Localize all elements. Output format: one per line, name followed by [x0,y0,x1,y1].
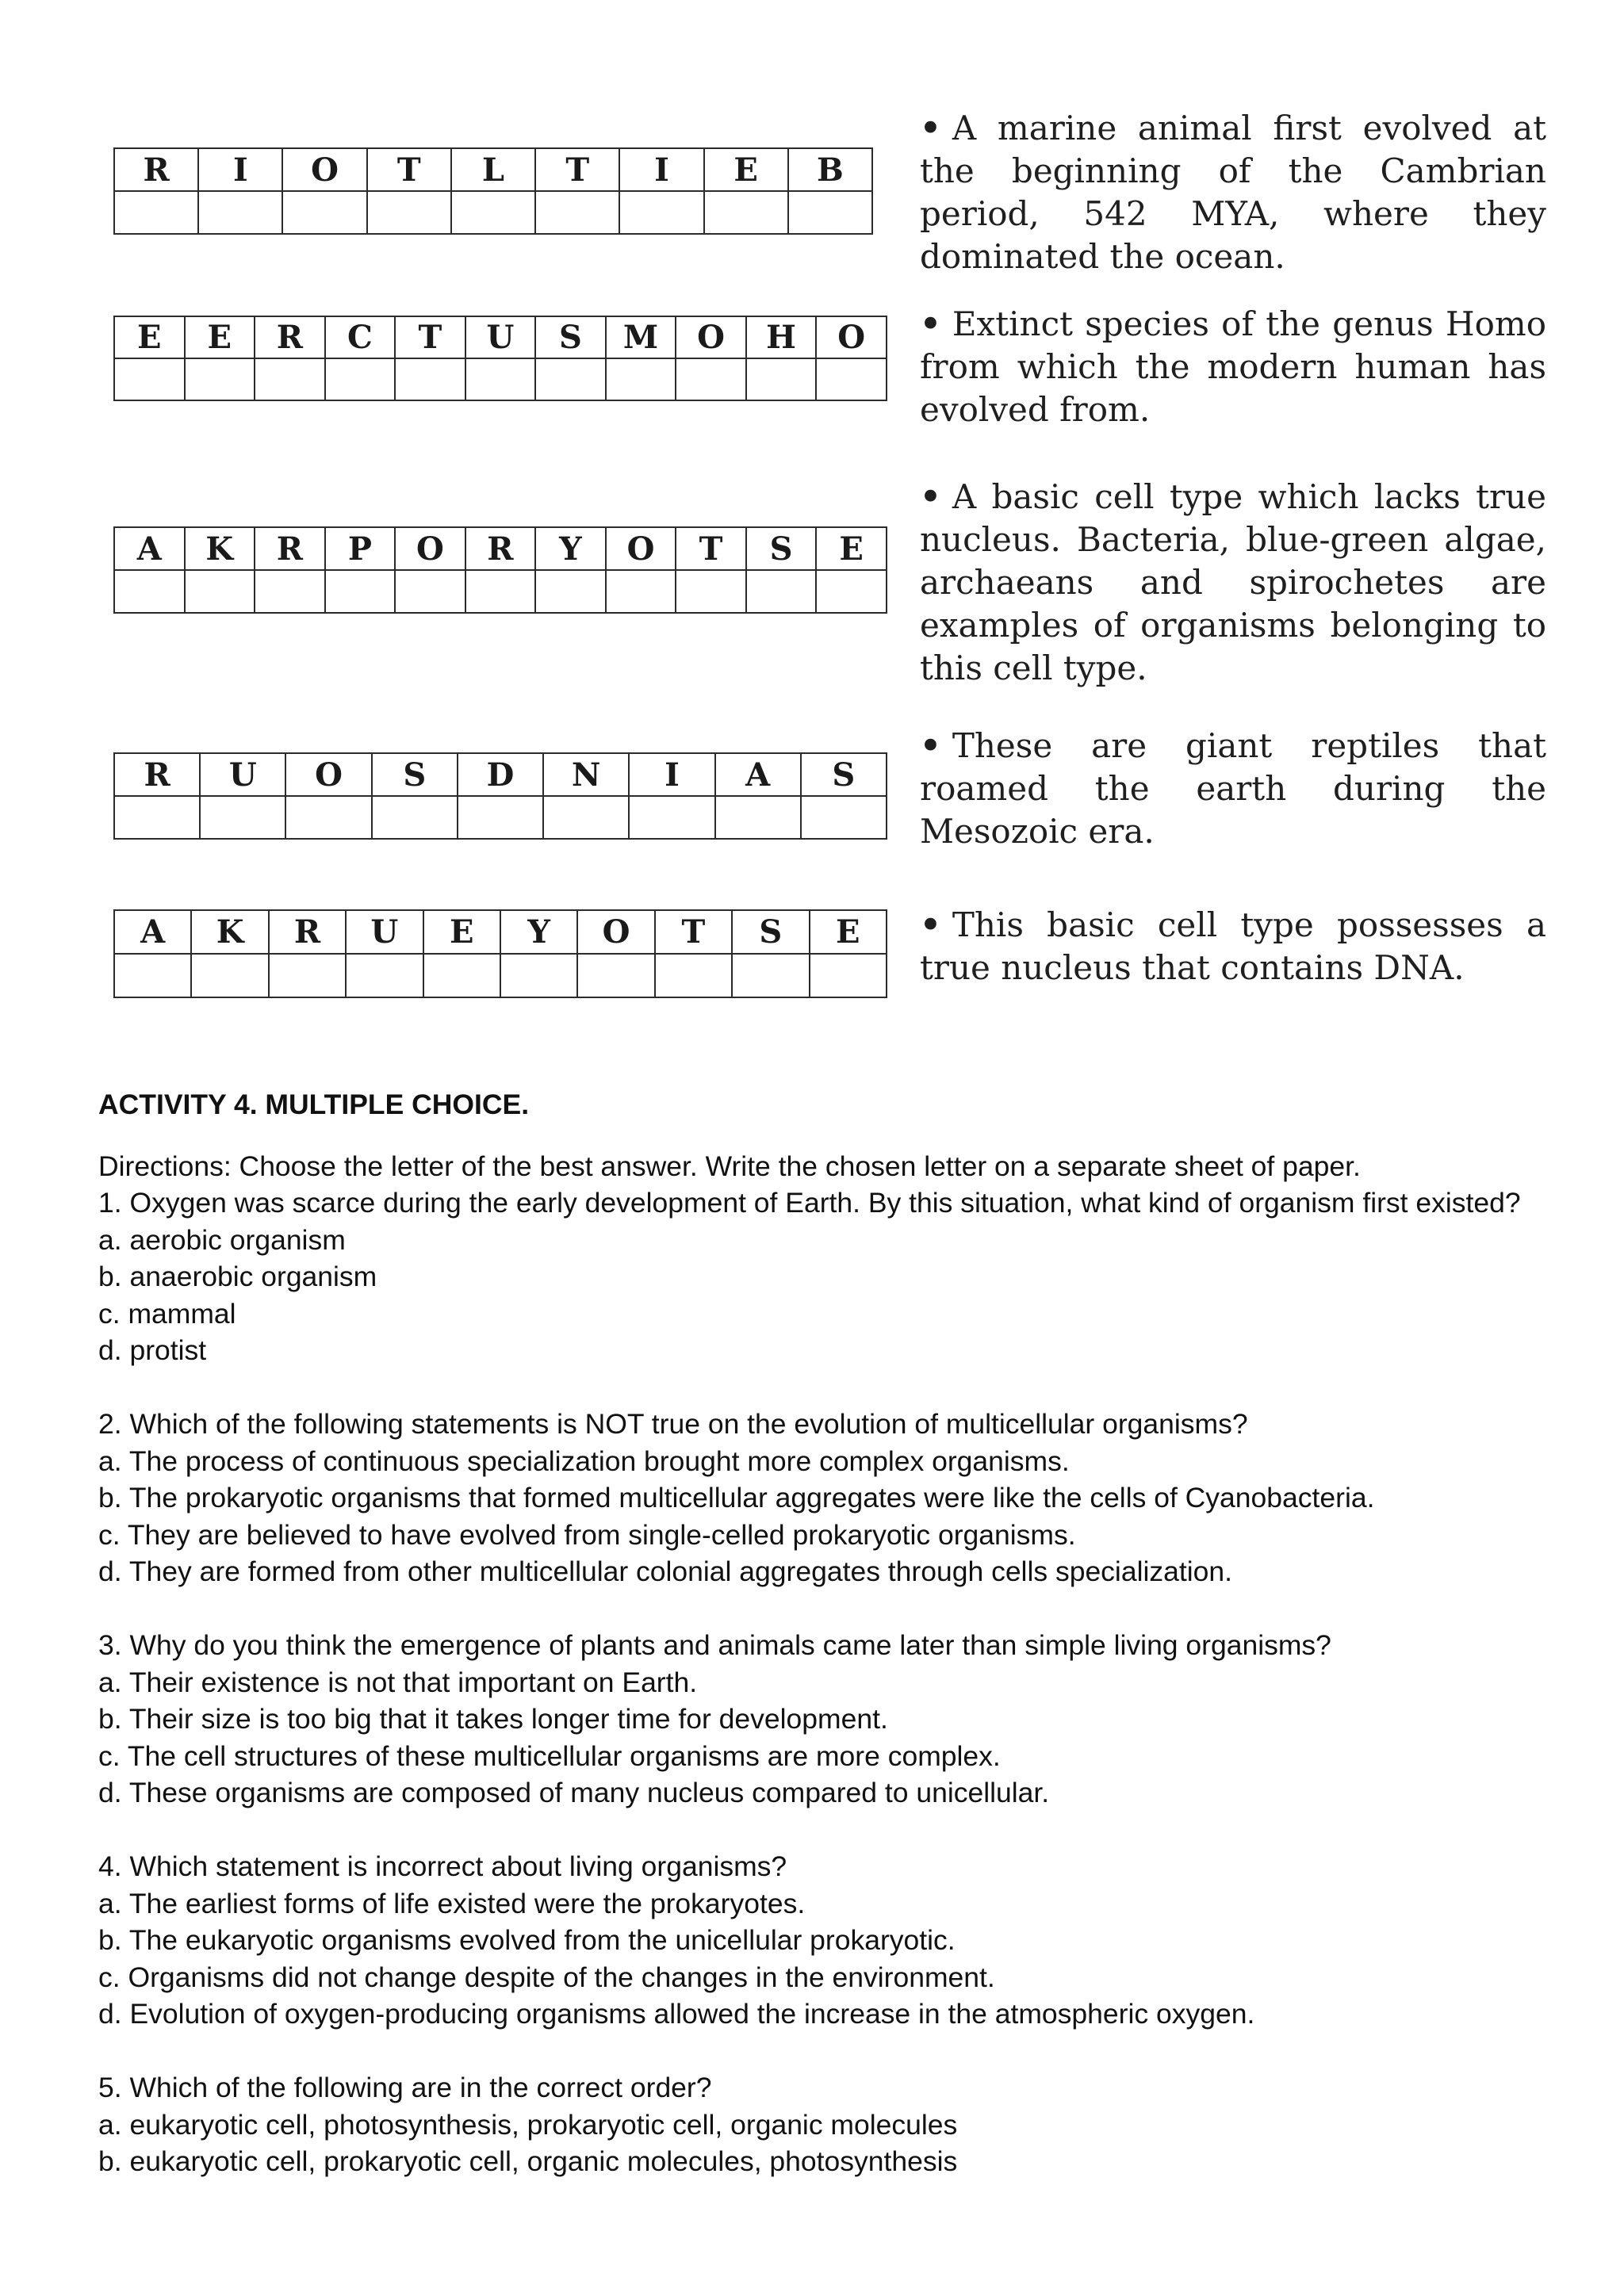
letter-cell: T [367,148,451,191]
bullet: • [920,905,941,944]
letter-cell: I [629,753,714,796]
answer-cell[interactable] [816,570,887,613]
answer-cell[interactable] [372,796,458,839]
answer-cell[interactable] [185,358,255,400]
answer-cell[interactable] [367,191,451,234]
letter-cell: M [606,316,676,358]
answer-cell[interactable] [198,191,282,234]
question-text: 3. Why do you think the emergence of plants and animals came later than simple living organisms? [98,1629,1331,1661]
option: a. aerobic organism [98,1223,346,1256]
letter-cell: A [114,527,185,570]
letter-cell: A [114,910,191,954]
letter-cell: U [346,910,423,954]
answer-cell[interactable] [285,796,371,839]
answer-row [114,570,887,613]
question-text: 5. Which of the following are in the correct order? [98,2072,712,2103]
clue-1 [920,107,1546,278]
letter-cell: R [114,148,198,191]
letter-cell: R [465,527,536,570]
question-1 [98,1184,1557,1369]
answer-cell[interactable] [535,191,619,234]
letter-cell: H [746,316,817,358]
answer-cell[interactable] [346,954,423,997]
question-text: 1. Oxygen was scarce during the early development of Earth. By this situation, what kind of organism first existed? [98,1187,1521,1219]
answer-cell[interactable] [535,570,606,613]
answer-cell[interactable] [465,570,536,613]
option: b. Their size is too big that it takes longer time for development. [98,1703,888,1735]
letter-cell: S [732,910,809,954]
option: a. The earliest forms of life existed were the prokaryotes. [98,1887,806,1919]
answer-cell[interactable] [185,570,255,613]
letter-row [114,527,887,570]
answer-cell[interactable] [619,191,703,234]
activity-section [98,1086,1557,2180]
answer-cell[interactable] [500,954,577,997]
letter-cell: I [619,148,703,191]
bullet: • [920,109,941,147]
letter-cell: O [676,316,746,358]
puzzle-grid-1 [113,147,873,235]
option: b. eukaryotic cell, prokaryotic cell, organic molecules, photosynthesis [98,2145,958,2177]
answer-cell[interactable] [655,954,732,997]
answer-cell[interactable] [269,954,346,997]
answer-cell[interactable] [395,570,465,613]
option: c. mammal [98,1297,236,1330]
answer-cell[interactable] [801,796,887,839]
answer-cell[interactable] [458,796,543,839]
answer-cell[interactable] [325,358,396,400]
letter-cell: S [801,753,887,796]
question-2 [98,1406,1557,1590]
answer-row [114,796,887,839]
clue-text: These are giant reptiles that roamed the earth during the Mesozoic era. [920,726,1546,851]
answer-cell[interactable] [282,191,366,234]
answer-cell[interactable] [676,358,746,400]
answer-cell[interactable] [114,570,185,613]
answer-cell[interactable] [465,358,536,400]
letter-cell: Y [535,527,606,570]
answer-row [114,954,887,997]
answer-cell[interactable] [543,796,629,839]
question-3 [98,1627,1557,1812]
option: d. protist [98,1334,207,1366]
answer-cell[interactable] [395,358,465,400]
answer-cell[interactable] [704,191,788,234]
answer-cell[interactable] [746,570,817,613]
answer-cell[interactable] [732,954,809,997]
answer-cell[interactable] [606,358,676,400]
letter-row [114,316,887,358]
letter-cell: O [285,753,371,796]
letter-cell: O [282,148,366,191]
letter-cell: O [606,527,676,570]
answer-cell[interactable] [676,570,746,613]
letter-cell: O [395,527,465,570]
letter-cell: Y [500,910,577,954]
question-text: 4. Which statement is incorrect about living organisms? [98,1850,787,1882]
option: d. They are formed from other multicellular colonial aggregates through cells specialization. [98,1556,1232,1587]
letter-cell: K [191,910,268,954]
answer-cell[interactable] [114,191,198,234]
letter-cell: T [535,148,619,191]
answer-cell[interactable] [606,570,676,613]
letter-cell: R [255,316,325,358]
spacer [98,1590,1557,1628]
letter-cell: N [543,753,629,796]
letter-cell: C [325,316,396,358]
letter-cell: E [704,148,788,191]
answer-cell[interactable] [114,796,200,839]
bullet: • [920,726,941,765]
answer-row [114,358,887,400]
letter-cell: S [372,753,458,796]
letter-cell: E [114,316,185,358]
puzzle-grid-3 [113,526,887,614]
answer-cell[interactable] [191,954,268,997]
letter-cell: E [185,316,255,358]
letter-cell: B [788,148,872,191]
answer-cell[interactable] [629,796,714,839]
option: c. They are believed to have evolved from single-celled prokaryotic organisms. [98,1518,1076,1551]
letter-cell: S [535,316,606,358]
letter-row [114,753,887,796]
option: d. These organisms are composed of many nucleus compared to unicellular. [98,1777,1050,1808]
letter-row [114,910,887,954]
answer-cell[interactable] [255,358,325,400]
answer-cell[interactable] [746,358,817,400]
question-4 [98,1848,1557,2033]
answer-cell[interactable] [715,796,801,839]
letter-cell: T [395,316,465,358]
clue-text: Extinct species of the genus Homo from which the modern human has evolved from. [920,304,1546,429]
answer-cell[interactable] [325,570,396,613]
option: a. Their existence is not that important on Earth. [98,1666,698,1698]
option: c. The cell structures of these multicellular organisms are more complex. [98,1739,1001,1772]
answer-cell[interactable] [114,358,185,400]
answer-cell[interactable] [451,191,535,234]
activity-title: ACTIVITY 4. MULTIPLE CHOICE. [98,1089,530,1120]
option: b. The eukaryotic organisms evolved from the unicellular prokaryotic. [98,1924,956,1956]
answer-cell[interactable] [577,954,654,997]
spacer [98,1369,1557,1406]
answer-cell[interactable] [535,358,606,400]
letter-cell: A [715,753,801,796]
letter-cell: L [451,148,535,191]
letter-cell: R [269,910,346,954]
letter-cell: U [465,316,536,358]
answer-cell[interactable] [200,796,285,839]
spacer [98,1812,1557,1849]
question-5 [98,2069,1557,2180]
clue-text: A basic cell type which lacks true nucleus. Bacteria, blue-green algae, archaeans and spirochetes are examples of organisms belonging to this cell type. [920,477,1546,687]
letter-cell: P [325,527,396,570]
answer-cell[interactable] [255,570,325,613]
letter-cell: T [676,527,746,570]
option: b. The prokaryotic organisms that formed multicellular aggregates were like the cells of Cyanobacteria. [98,1482,1375,1513]
puzzle-grid-5 [113,909,887,998]
letter-cell: E [810,910,887,954]
letter-cell: T [655,910,732,954]
letter-cell: O [816,316,887,358]
option: a. eukaryotic cell, photosynthesis, prokaryotic cell, organic molecules [98,2108,958,2141]
question-text: 2. Which of the following statements is NOT true on the evolution of multicellular organisms? [98,1408,1248,1440]
letter-row [114,148,872,191]
clue-2 [920,303,1546,431]
clue-5 [920,904,1546,989]
option: b. anaerobic organism [98,1261,377,1292]
letter-cell: S [746,527,817,570]
bullet: • [920,304,941,343]
puzzle-grid-2 [113,316,887,401]
clue-text: A marine animal first evolved at the beginning of the Cambrian period, 542 MYA, where they dominated the ocean. [920,109,1546,276]
clue-3 [920,476,1546,690]
directions: Directions: Choose the letter of the best answer. Write the chosen letter on a separate sheet of paper. [98,1150,1361,1182]
answer-cell[interactable] [788,191,872,234]
letter-cell: I [198,148,282,191]
clue-4 [920,725,1546,853]
letter-cell: K [185,527,255,570]
answer-cell[interactable] [816,358,887,400]
letter-cell: D [458,753,543,796]
clue-text: This basic cell type possesses a true nucleus that contains DNA. [920,905,1546,987]
option: a. The process of continuous specialization brought more complex organisms. [98,1445,1070,1477]
puzzle-grid-4 [113,752,887,840]
letter-cell: U [200,753,285,796]
letter-cell: E [816,527,887,570]
letter-cell: E [423,910,500,954]
answer-cell[interactable] [423,954,500,997]
bullet: • [920,477,941,516]
letter-cell: O [577,910,654,954]
letter-cell: R [255,527,325,570]
answer-row [114,191,872,234]
answer-cell[interactable] [810,954,887,997]
option: c. Organisms did not change despite of the changes in the environment. [98,1961,995,1993]
letter-cell: R [114,753,200,796]
spacer [98,2033,1557,2070]
answer-cell[interactable] [114,954,191,997]
option: d. Evolution of oxygen-producing organisms allowed the increase in the atmospheric oxygen. [98,1998,1255,2030]
